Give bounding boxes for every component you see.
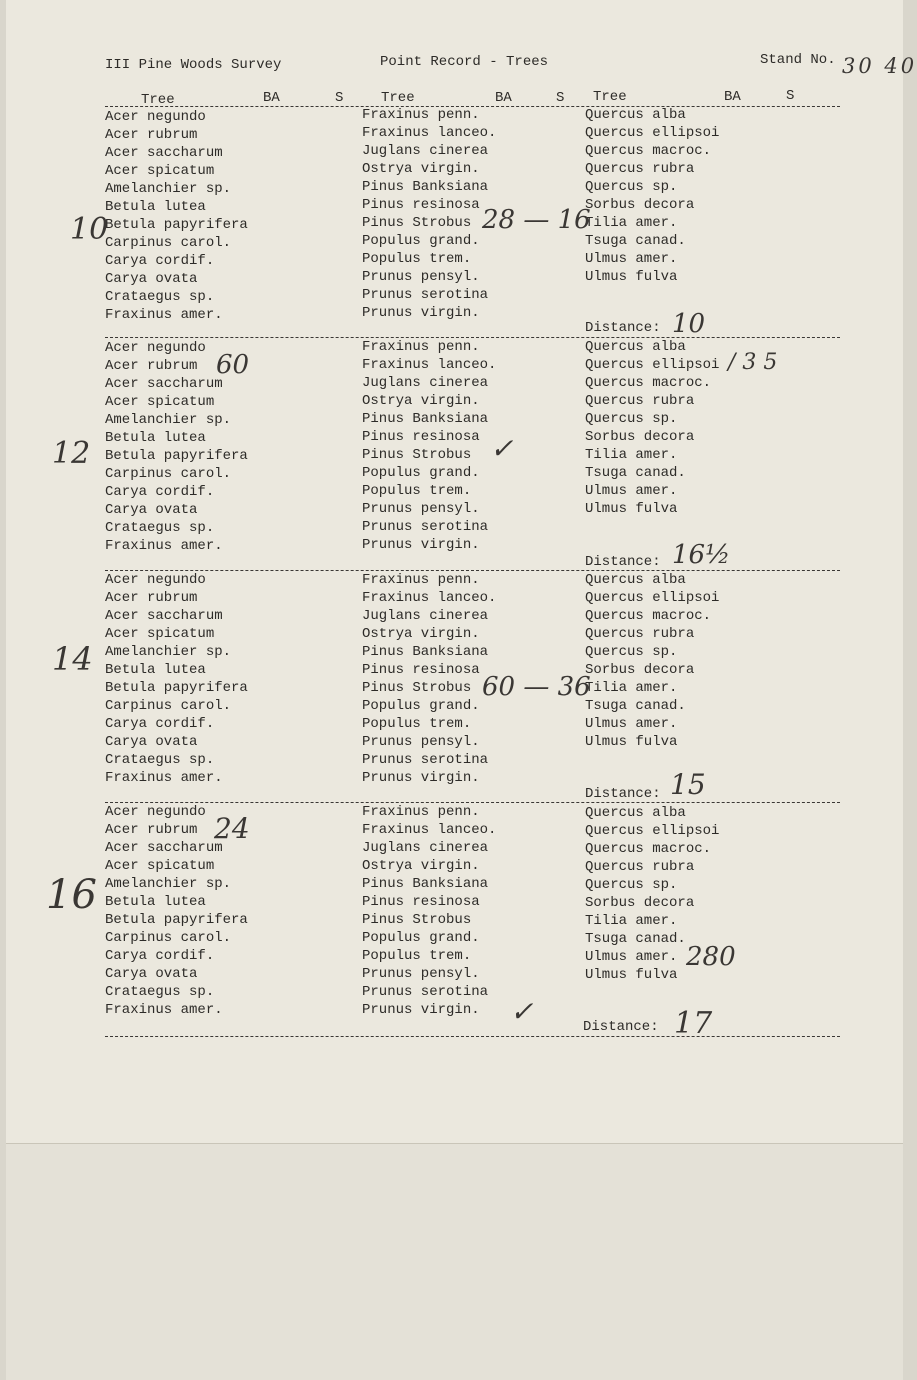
species-name: Carya ovata xyxy=(105,271,198,287)
species-name: Juglans cinerea xyxy=(362,375,489,391)
species-name: Pinus Strobus xyxy=(362,680,472,696)
species-name: Quercus macroc. xyxy=(585,375,712,391)
species-name: Carpinus carol. xyxy=(105,466,232,482)
species-name: Carpinus carol. xyxy=(105,930,232,946)
section-1-col2 xyxy=(362,106,496,322)
species-name: Ulmus fulva xyxy=(585,734,678,750)
species-name: Populus trem. xyxy=(362,251,472,267)
distance-label: Distance: xyxy=(585,320,661,336)
species-name: Pinus Banksiana xyxy=(362,179,489,195)
species-name: Acer spicatum xyxy=(105,394,215,410)
species-name: Quercus alba xyxy=(585,339,686,355)
species-name: Ostrya virgin. xyxy=(362,858,480,874)
species-name: Ulmus fulva xyxy=(585,269,678,285)
species-name: Acer spicatum xyxy=(105,163,215,179)
species-name: Fraxinus lanceo. xyxy=(362,357,497,373)
species-name: Carya cordif. xyxy=(105,253,215,269)
species-name: Betula lutea xyxy=(105,662,206,678)
species-name: Fraxinus amer. xyxy=(105,770,223,786)
species-name: Acer negundo xyxy=(105,109,206,125)
species-name: Ulmus amer. xyxy=(585,251,678,267)
species-name: Carpinus carol. xyxy=(105,235,232,251)
distance-value: 15 xyxy=(670,768,706,801)
species-name: Pinus Strobus xyxy=(362,215,472,231)
species-name: Quercus sp. xyxy=(585,179,678,195)
col1-ba-header: BA xyxy=(263,90,280,106)
species-name: Sorbus decora xyxy=(585,197,695,213)
species-name: Quercus sp. xyxy=(585,644,678,660)
species-name: Ulmus fulva xyxy=(585,967,678,983)
handwritten-note: / 3 5 xyxy=(728,350,778,375)
section-3-col2 xyxy=(362,571,496,787)
species-name: Pinus Strobus xyxy=(362,912,472,928)
survey-title: III Pine Woods Survey xyxy=(105,57,282,73)
species-name: Pinus Strobus xyxy=(362,447,472,463)
col2-ba-header: BA xyxy=(495,90,512,106)
species-name: Amelanchier sp. xyxy=(105,181,232,197)
species-name: Quercus rubra xyxy=(585,161,695,177)
species-name: Fraxinus penn. xyxy=(362,107,480,123)
species-name: Prunus pensyl. xyxy=(362,966,480,982)
species-name: Ulmus amer. xyxy=(585,483,678,499)
handwritten-note: 60 — 36 xyxy=(482,672,591,702)
stand-label: Stand No. xyxy=(760,52,836,68)
species-name: Carya ovata xyxy=(105,734,198,750)
col2-tree-header: Tree xyxy=(381,90,415,106)
section-3-col3 xyxy=(585,571,719,751)
species-name: Sorbus decora xyxy=(585,662,695,678)
species-name: Amelanchier sp. xyxy=(105,876,232,892)
species-name: Tilia amer. xyxy=(585,913,678,929)
col3-s-header: S xyxy=(786,88,795,104)
species-name: Acer saccharum xyxy=(105,840,223,856)
species-name: Fraxinus lanceo. xyxy=(362,125,497,141)
species-name: Carya ovata xyxy=(105,966,198,982)
species-name: Quercus macroc. xyxy=(585,841,712,857)
species-name: Ostrya virgin. xyxy=(362,161,480,177)
species-name: Acer rubrum xyxy=(105,822,198,838)
species-name: Quercus rubra xyxy=(585,859,695,875)
point-number: 10 xyxy=(70,212,109,247)
species-name: Acer negundo xyxy=(105,572,206,588)
species-name: Tilia amer. xyxy=(585,680,678,696)
species-name: Tsuga canad. xyxy=(585,931,686,947)
species-name: Sorbus decora xyxy=(585,895,695,911)
species-name: Juglans cinerea xyxy=(362,608,489,624)
species-name: Quercus sp. xyxy=(585,877,678,893)
species-name: Prunus serotina xyxy=(362,752,489,768)
species-name: Crataegus sp. xyxy=(105,984,215,1000)
species-name: Acer rubrum xyxy=(105,590,198,606)
species-name: Quercus macroc. xyxy=(585,608,712,624)
species-name: Populus grand. xyxy=(362,698,480,714)
section-2-col3 xyxy=(585,338,719,518)
point-number: 16 xyxy=(46,872,97,918)
species-name: Populus trem. xyxy=(362,716,472,732)
species-name: Betula lutea xyxy=(105,894,206,910)
species-name: Amelanchier sp. xyxy=(105,412,232,428)
species-name: Tilia amer. xyxy=(585,447,678,463)
section-4-col2 xyxy=(362,803,496,1019)
col3-tree-header: Tree xyxy=(593,89,627,105)
species-name: Prunus virgin. xyxy=(362,537,480,553)
species-name: Quercus ellipsoi xyxy=(585,590,720,606)
species-name: Carpinus carol. xyxy=(105,698,232,714)
species-name: Pinus resinosa xyxy=(362,197,480,213)
species-name: Juglans cinerea xyxy=(362,143,489,159)
species-name: Quercus alba xyxy=(585,572,686,588)
handwritten-note: 24 xyxy=(214,812,250,845)
species-name: Quercus alba xyxy=(585,107,686,123)
species-name: Betula papyrifera xyxy=(105,680,248,696)
species-name: Pinus Banksiana xyxy=(362,644,489,660)
species-name: Carya ovata xyxy=(105,502,198,518)
species-name: Pinus resinosa xyxy=(362,429,480,445)
species-name: Prunus pensyl. xyxy=(362,501,480,517)
species-name: Quercus macroc. xyxy=(585,143,712,159)
species-name: Betula lutea xyxy=(105,199,206,215)
section-3-col1 xyxy=(105,571,248,787)
species-name: Sorbus decora xyxy=(585,429,695,445)
check-mark-note: ✓ xyxy=(490,432,514,465)
species-name: Acer rubrum xyxy=(105,358,198,374)
species-name: Quercus ellipsoi xyxy=(585,125,720,141)
species-name: Quercus sp. xyxy=(585,411,678,427)
record-title: Point Record - Trees xyxy=(380,54,549,70)
species-name: Fraxinus penn. xyxy=(362,339,480,355)
species-name: Prunus virgin. xyxy=(362,770,480,786)
species-name: Populus grand. xyxy=(362,930,480,946)
species-name: Populus trem. xyxy=(362,948,472,964)
species-name: Pinus Banksiana xyxy=(362,411,489,427)
species-name: Fraxinus lanceo. xyxy=(362,822,497,838)
species-name: Fraxinus penn. xyxy=(362,804,480,820)
handwritten-note: 60 xyxy=(216,350,250,380)
species-name: Fraxinus amer. xyxy=(105,538,223,554)
species-name: Tilia amer. xyxy=(585,215,678,231)
distance-label: Distance: xyxy=(583,1019,659,1035)
species-name: Carya cordif. xyxy=(105,716,215,732)
species-name: Ulmus amer. xyxy=(585,949,678,965)
species-name: Prunus serotina xyxy=(362,984,489,1000)
species-name: Acer saccharum xyxy=(105,608,223,624)
species-name: Prunus virgin. xyxy=(362,305,480,321)
distance-label: Distance: xyxy=(585,554,661,570)
point-number: 14 xyxy=(52,640,93,678)
paper-fold xyxy=(6,1143,903,1380)
distance-value: 10 xyxy=(672,309,706,339)
point-number: 12 xyxy=(52,436,91,471)
col2-s-header: S xyxy=(556,90,565,106)
col1-tree-header: Tree xyxy=(141,92,175,108)
distance-value: 17 xyxy=(674,1006,713,1041)
species-name: Pinus resinosa xyxy=(362,894,480,910)
col3-ba-header: BA xyxy=(724,89,741,105)
species-name: Ulmus amer. xyxy=(585,716,678,732)
species-name: Ostrya virgin. xyxy=(362,393,480,409)
handwritten-note: 28 — 16 xyxy=(482,205,591,235)
species-name: Tsuga canad. xyxy=(585,233,686,249)
species-name: Pinus Banksiana xyxy=(362,876,489,892)
species-name: Fraxinus amer. xyxy=(105,307,223,323)
species-name: Acer negundo xyxy=(105,804,206,820)
species-name: Crataegus sp. xyxy=(105,289,215,305)
species-name: Crataegus sp. xyxy=(105,752,215,768)
species-name: Ostrya virgin. xyxy=(362,626,480,642)
species-name: Crataegus sp. xyxy=(105,520,215,536)
species-name: Populus trem. xyxy=(362,483,472,499)
species-name: Betula papyrifera xyxy=(105,912,248,928)
species-name: Prunus serotina xyxy=(362,519,489,535)
species-name: Betula papyrifera xyxy=(105,217,248,233)
species-name: Prunus pensyl. xyxy=(362,734,480,750)
species-name: Prunus pensyl. xyxy=(362,269,480,285)
section-1-col3 xyxy=(585,106,719,286)
species-name: Acer saccharum xyxy=(105,376,223,392)
species-name: Carya cordif. xyxy=(105,484,215,500)
species-name: Tsuga canad. xyxy=(585,698,686,714)
species-name: Quercus rubra xyxy=(585,393,695,409)
species-name: Acer spicatum xyxy=(105,626,215,642)
species-name: Fraxinus amer. xyxy=(105,1002,223,1018)
species-name: Populus grand. xyxy=(362,465,480,481)
species-name: Prunus serotina xyxy=(362,287,489,303)
species-name: Pinus resinosa xyxy=(362,662,480,678)
species-name: Populus grand. xyxy=(362,233,480,249)
species-name: Fraxinus penn. xyxy=(362,572,480,588)
species-name: Acer spicatum xyxy=(105,858,215,874)
species-name: Carya cordif. xyxy=(105,948,215,964)
section-rule-4 xyxy=(105,1036,840,1037)
species-name: Acer rubrum xyxy=(105,127,198,143)
distance-label: Distance: xyxy=(585,786,661,802)
species-name: Ulmus fulva xyxy=(585,501,678,517)
species-name: Acer negundo xyxy=(105,340,206,356)
species-name: Prunus virgin. xyxy=(362,1002,480,1018)
distance-value: 16½ xyxy=(672,540,731,570)
species-name: Betula lutea xyxy=(105,430,206,446)
species-name: Quercus ellipsoi xyxy=(585,823,720,839)
species-name: Tsuga canad. xyxy=(585,465,686,481)
section-1-col1 xyxy=(105,108,248,324)
species-name: Fraxinus lanceo. xyxy=(362,590,497,606)
species-name: Quercus rubra xyxy=(585,626,695,642)
species-name: Amelanchier sp. xyxy=(105,644,232,660)
section-2-col2 xyxy=(362,338,496,554)
check-mark-note: ✓ xyxy=(510,995,534,1028)
col1-s-header: S xyxy=(335,90,344,106)
species-name: Juglans cinerea xyxy=(362,840,489,856)
species-name: Quercus ellipsoi xyxy=(585,357,720,373)
species-name: Betula papyrifera xyxy=(105,448,248,464)
species-name: Quercus alba xyxy=(585,805,686,821)
species-name: Acer saccharum xyxy=(105,145,223,161)
handwritten-note: 280 xyxy=(686,942,736,972)
stand-number: 30 40 xyxy=(842,54,917,78)
